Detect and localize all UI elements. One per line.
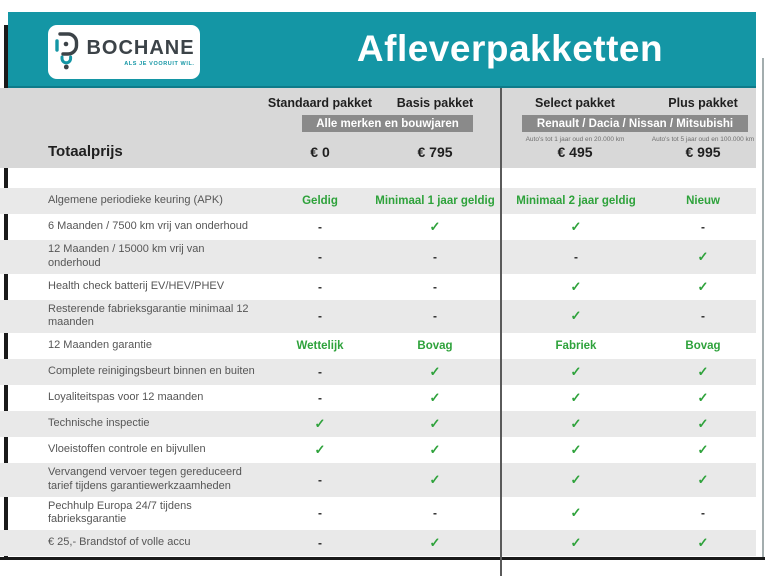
feature-value: -: [318, 536, 322, 550]
feature-value: ✓: [500, 300, 650, 334]
feature-value: ✓: [500, 411, 650, 437]
column-plus-pakket: Plus pakket: [668, 96, 738, 110]
bochane-b-icon: [53, 30, 79, 75]
feature-value: ✓: [500, 385, 650, 411]
feature-label: 12 Maanden / 15000 km vrij van onderhoud: [48, 243, 205, 269]
feature-value: ✓: [500, 214, 650, 240]
page-right-border: [762, 58, 764, 558]
feature-value: -: [318, 249, 322, 264]
badge-renault-group: Renault / Dacia / Nissan / Mitsubishi: [522, 115, 748, 132]
feature-value: ✓: [429, 364, 441, 379]
table-row: [0, 274, 756, 300]
price-plus: € 995: [685, 144, 721, 160]
column-standaard-pakket: Standaard pakket: [267, 96, 373, 110]
feature-label: Complete reinigingsbeurt binnen en buiten: [48, 365, 255, 378]
spacer-row: [0, 556, 756, 576]
feature-label: Pechhulp Europa 24/7 tijdens fabrieksgarantie: [48, 499, 192, 526]
feature-value: -: [701, 220, 705, 234]
feature-value: ✓: [697, 364, 709, 379]
feature-value: ✓: [500, 497, 650, 531]
feature-value: ✓: [697, 471, 709, 487]
feature-value: ✓: [697, 278, 709, 294]
table-row: [0, 214, 756, 240]
feature-value: ✓: [500, 463, 650, 497]
table-row: [0, 333, 756, 359]
table-row: [0, 359, 756, 385]
feature-value: ✓: [697, 442, 709, 457]
table-row: [0, 300, 756, 334]
select-pakket-condition: Auto's tot 1 jaar oud en 20.000 km: [525, 136, 625, 143]
price-standaard: € 0: [310, 144, 330, 160]
feature-value: ✓: [697, 416, 709, 431]
badge-all-brands: Alle merken en bouwjaren: [302, 115, 473, 132]
feature-value: ✓: [500, 530, 650, 556]
feature-value: Nieuw: [686, 195, 720, 207]
feature-value: -: [318, 365, 322, 379]
feature-label: Vloeistoffen controle en bijvullen: [48, 443, 206, 456]
feature-value: Fabriek: [500, 333, 650, 359]
feature-value: ✓: [314, 442, 326, 457]
plus-pakket-condition: Auto's tot 5 jaar oud en 100.000 km: [651, 136, 755, 143]
feature-value: -: [318, 391, 322, 405]
feature-label: € 25,- Brandstof of volle accu: [48, 536, 191, 549]
feature-value: ✓: [500, 274, 650, 300]
feature-value: ✓: [697, 248, 709, 264]
feature-value: ✓: [500, 437, 650, 463]
feature-value: ✓: [429, 390, 441, 405]
spacer-row: [0, 168, 756, 188]
feature-value: -: [318, 309, 322, 324]
feature-label: Technische inspectie: [48, 417, 150, 430]
feature-value: -: [318, 506, 322, 521]
group-divider-line: [500, 88, 502, 168]
feature-value: ✓: [429, 442, 441, 457]
feature-value: -: [433, 249, 437, 264]
feature-label: Health check batterij EV/HEV/PHEV: [48, 279, 225, 292]
feature-value: Minimaal 2 jaar geldig: [500, 188, 650, 214]
feature-label: 12 Maanden garantie: [48, 339, 152, 352]
feature-value: Minimaal 1 jaar geldig: [375, 195, 495, 207]
feature-label: Resterende fabrieksgarantie minimaal 12 maanden: [48, 302, 249, 329]
feature-value: -: [318, 472, 322, 487]
feature-value: ✓: [314, 416, 326, 431]
table-row: [0, 240, 756, 274]
feature-value: Geldig: [302, 195, 338, 207]
feature-value: -: [433, 279, 437, 294]
table-row: [0, 411, 756, 437]
total-price-label: Totaalprijs: [48, 143, 123, 160]
price-select: € 495: [557, 144, 593, 160]
feature-value: ✓: [697, 535, 709, 550]
page-title: Afleverpakketten: [356, 28, 664, 69]
header-band: [8, 12, 756, 88]
table-row: [0, 437, 756, 463]
brand-name: BOCHANE: [86, 36, 195, 59]
feature-value: Wettelijk: [296, 340, 344, 352]
table-header: [0, 88, 756, 168]
feature-value: -: [701, 309, 705, 324]
brand-logo: [48, 25, 200, 79]
feature-label: Vervangend vervoer tegen gereduceerd tarief tijdens garantiewerkzaamheden: [48, 466, 242, 492]
brand-tagline: ALS JE VOORUIT WIL.: [124, 60, 195, 67]
table-row: [0, 463, 756, 497]
table-row: [0, 530, 756, 556]
feature-value: ✓: [429, 416, 441, 431]
feature-value: ✓: [500, 359, 650, 385]
feature-value: -: [433, 506, 437, 521]
feature-table: [0, 168, 756, 576]
feature-value: ✓: [429, 219, 441, 234]
column-select-pakket: Select pakket: [535, 96, 615, 110]
table-row: [0, 497, 756, 531]
feature-value: ✓: [429, 535, 441, 550]
price-basis: € 795: [417, 144, 453, 160]
feature-value: -: [318, 279, 322, 294]
table-row: [0, 385, 756, 411]
feature-value: Bovag: [417, 340, 453, 352]
feature-value: Bovag: [685, 340, 721, 352]
column-basis-pakket: Basis pakket: [396, 96, 474, 110]
feature-value: -: [433, 309, 437, 324]
table-row: [0, 188, 756, 214]
feature-value: -: [701, 506, 705, 521]
feature-label: Algemene periodieke keuring (APK): [48, 194, 223, 207]
feature-value: ✓: [697, 390, 709, 405]
feature-label: Loyaliteitspas voor 12 maanden: [48, 391, 204, 404]
feature-value: -: [500, 240, 650, 274]
feature-label: 6 Maanden / 7500 km vrij van onderhoud: [48, 220, 248, 233]
feature-value: -: [318, 220, 322, 234]
feature-value: ✓: [429, 471, 441, 487]
